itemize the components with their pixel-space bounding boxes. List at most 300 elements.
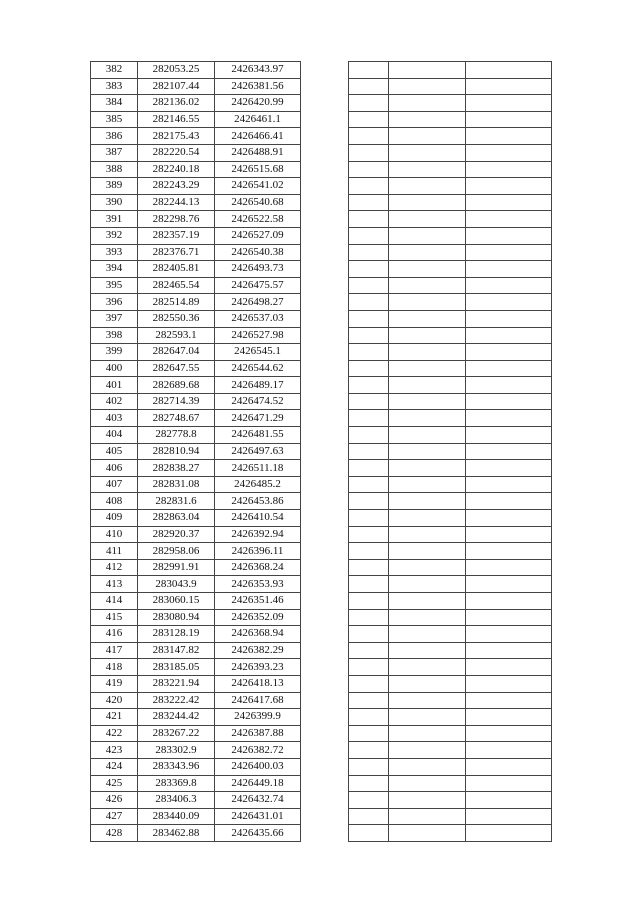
- x-coordinate-cell: 282863.04: [138, 510, 215, 527]
- table-row: [91, 792, 301, 809]
- table-row: [91, 526, 301, 543]
- empty-table-row: [349, 95, 552, 112]
- empty-cell: [466, 261, 552, 278]
- x-coordinate-cell: 283302.9: [138, 742, 215, 759]
- empty-cell: [466, 377, 552, 394]
- empty-cell: [389, 443, 466, 460]
- empty-cell: [466, 460, 552, 477]
- point-number-cell: 414: [91, 593, 138, 610]
- empty-table-row: [349, 327, 552, 344]
- x-coordinate-cell: 282240.18: [138, 161, 215, 178]
- empty-table-row: [349, 626, 552, 643]
- x-coordinate-cell: 282689.68: [138, 377, 215, 394]
- empty-cell: [349, 261, 389, 278]
- y-coordinate-cell: 2426368.94: [215, 626, 301, 643]
- empty-cell: [389, 178, 466, 195]
- empty-cell: [349, 526, 389, 543]
- empty-table-row: [349, 725, 552, 742]
- point-number-cell: 403: [91, 410, 138, 427]
- empty-cell: [349, 344, 389, 361]
- empty-cell: [466, 62, 552, 79]
- empty-cell: [466, 393, 552, 410]
- table-row: [91, 95, 301, 112]
- empty-table-row: [349, 62, 552, 79]
- x-coordinate-cell: 283244.42: [138, 709, 215, 726]
- x-coordinate-cell: 282175.43: [138, 128, 215, 145]
- x-coordinate-cell: 283060.15: [138, 593, 215, 610]
- empty-table-row: [349, 609, 552, 626]
- table-row: [91, 161, 301, 178]
- point-number-cell: 415: [91, 609, 138, 626]
- x-coordinate-cell: 282810.94: [138, 443, 215, 460]
- table-row: [91, 543, 301, 560]
- x-coordinate-cell: 283406.3: [138, 792, 215, 809]
- point-number-cell: 424: [91, 758, 138, 775]
- empty-cell: [389, 559, 466, 576]
- point-number-cell: 383: [91, 78, 138, 95]
- empty-cell: [466, 758, 552, 775]
- empty-cell: [389, 244, 466, 261]
- empty-cell: [389, 593, 466, 610]
- empty-cell: [466, 128, 552, 145]
- empty-table-row: [349, 476, 552, 493]
- x-coordinate-cell: 283440.09: [138, 808, 215, 825]
- empty-cell: [389, 427, 466, 444]
- empty-cell: [349, 709, 389, 726]
- empty-table-row: [349, 360, 552, 377]
- table-row: [91, 393, 301, 410]
- coordinate-table: [90, 61, 301, 842]
- point-number-cell: 400: [91, 360, 138, 377]
- y-coordinate-cell: 2426485.2: [215, 476, 301, 493]
- empty-cell: [389, 808, 466, 825]
- table-row: [91, 294, 301, 311]
- empty-table-row: [349, 576, 552, 593]
- y-coordinate-cell: 2426368.24: [215, 559, 301, 576]
- empty-cell: [389, 95, 466, 112]
- empty-cell: [466, 227, 552, 244]
- empty-cell: [466, 427, 552, 444]
- y-coordinate-cell: 2426417.68: [215, 692, 301, 709]
- x-coordinate-cell: 282778.8: [138, 427, 215, 444]
- point-number-cell: 420: [91, 692, 138, 709]
- y-coordinate-cell: 2426466.41: [215, 128, 301, 145]
- empty-table-row: [349, 393, 552, 410]
- empty-cell: [466, 742, 552, 759]
- empty-table-row: [349, 543, 552, 560]
- empty-cell: [349, 725, 389, 742]
- table-row: [91, 510, 301, 527]
- empty-cell: [349, 510, 389, 527]
- x-coordinate-cell: 283128.19: [138, 626, 215, 643]
- point-number-cell: 411: [91, 543, 138, 560]
- empty-cell: [389, 211, 466, 228]
- empty-cell: [349, 792, 389, 809]
- x-coordinate-cell: 282991.91: [138, 559, 215, 576]
- x-coordinate-cell: 283369.8: [138, 775, 215, 792]
- empty-table-row: [349, 344, 552, 361]
- table-row: [91, 62, 301, 79]
- empty-cell: [389, 310, 466, 327]
- x-coordinate-cell: 282243.29: [138, 178, 215, 195]
- point-number-cell: 416: [91, 626, 138, 643]
- x-coordinate-cell: 283080.94: [138, 609, 215, 626]
- empty-cell: [466, 95, 552, 112]
- empty-cell: [466, 543, 552, 560]
- empty-cell: [389, 393, 466, 410]
- y-coordinate-cell: 2426420.99: [215, 95, 301, 112]
- empty-cell: [389, 659, 466, 676]
- x-coordinate-cell: 282838.27: [138, 460, 215, 477]
- y-coordinate-cell: 2426489.17: [215, 377, 301, 394]
- empty-table-row: [349, 227, 552, 244]
- y-coordinate-cell: 2426432.74: [215, 792, 301, 809]
- empty-cell: [389, 642, 466, 659]
- empty-cell: [349, 78, 389, 95]
- point-number-cell: 422: [91, 725, 138, 742]
- table-row: [91, 227, 301, 244]
- empty-cell: [349, 111, 389, 128]
- y-coordinate-cell: 2426522.58: [215, 211, 301, 228]
- empty-cell: [389, 327, 466, 344]
- y-coordinate-cell: 2426449.18: [215, 775, 301, 792]
- empty-cell: [389, 709, 466, 726]
- table-row: [91, 111, 301, 128]
- y-coordinate-cell: 2426537.03: [215, 310, 301, 327]
- empty-cell: [349, 393, 389, 410]
- table-row: [91, 128, 301, 145]
- empty-table-row: [349, 261, 552, 278]
- table-row: [91, 476, 301, 493]
- point-number-cell: 409: [91, 510, 138, 527]
- empty-cell: [466, 576, 552, 593]
- empty-cell: [349, 692, 389, 709]
- point-number-cell: 419: [91, 675, 138, 692]
- empty-cell: [349, 327, 389, 344]
- empty-table-row: [349, 294, 552, 311]
- empty-cell: [349, 410, 389, 427]
- x-coordinate-cell: 282593.1: [138, 327, 215, 344]
- empty-cell: [466, 659, 552, 676]
- empty-cell: [466, 194, 552, 211]
- point-number-cell: 384: [91, 95, 138, 112]
- empty-cell: [349, 144, 389, 161]
- point-number-cell: 393: [91, 244, 138, 261]
- table-row: [91, 692, 301, 709]
- empty-cell: [389, 128, 466, 145]
- x-coordinate-cell: 282647.04: [138, 344, 215, 361]
- table-row: [91, 593, 301, 610]
- y-coordinate-cell: 2426431.01: [215, 808, 301, 825]
- x-coordinate-cell: 282550.36: [138, 310, 215, 327]
- empty-table-row: [349, 792, 552, 809]
- table-row: [91, 460, 301, 477]
- point-number-cell: 388: [91, 161, 138, 178]
- y-coordinate-cell: 2426541.02: [215, 178, 301, 195]
- table-row: [91, 559, 301, 576]
- empty-cell: [349, 227, 389, 244]
- empty-table-row: [349, 111, 552, 128]
- x-coordinate-cell: 282465.54: [138, 277, 215, 294]
- empty-cell: [466, 808, 552, 825]
- x-coordinate-cell: 282714.39: [138, 393, 215, 410]
- empty-cell: [389, 227, 466, 244]
- empty-cell: [389, 360, 466, 377]
- point-number-cell: 427: [91, 808, 138, 825]
- empty-cell: [349, 427, 389, 444]
- empty-table-row: [349, 211, 552, 228]
- empty-cell: [389, 758, 466, 775]
- empty-cell: [349, 360, 389, 377]
- empty-cell: [389, 775, 466, 792]
- empty-table-row: [349, 758, 552, 775]
- table-row: [91, 261, 301, 278]
- table-row: [91, 410, 301, 427]
- empty-cell: [349, 294, 389, 311]
- table-row: [91, 277, 301, 294]
- empty-cell: [389, 261, 466, 278]
- point-number-cell: 389: [91, 178, 138, 195]
- empty-cell: [466, 725, 552, 742]
- y-coordinate-cell: 2426353.93: [215, 576, 301, 593]
- y-coordinate-cell: 2426418.13: [215, 675, 301, 692]
- empty-cell: [349, 178, 389, 195]
- empty-cell: [466, 510, 552, 527]
- table-row: [91, 609, 301, 626]
- empty-cell: [466, 178, 552, 195]
- table-row: [91, 642, 301, 659]
- table-row: [91, 758, 301, 775]
- empty-cell: [389, 62, 466, 79]
- table-row: [91, 194, 301, 211]
- y-coordinate-cell: 2426540.68: [215, 194, 301, 211]
- empty-cell: [389, 543, 466, 560]
- empty-cell: [349, 576, 389, 593]
- point-number-cell: 406: [91, 460, 138, 477]
- y-coordinate-cell: 2426471.29: [215, 410, 301, 427]
- empty-cell: [466, 344, 552, 361]
- empty-cell: [466, 792, 552, 809]
- y-coordinate-cell: 2426381.56: [215, 78, 301, 95]
- x-coordinate-cell: 283267.22: [138, 725, 215, 742]
- empty-cell: [349, 559, 389, 576]
- empty-cell: [466, 775, 552, 792]
- table-row: [91, 493, 301, 510]
- x-coordinate-cell: 282107.44: [138, 78, 215, 95]
- empty-cell: [349, 609, 389, 626]
- x-coordinate-cell: 282748.67: [138, 410, 215, 427]
- point-number-cell: 382: [91, 62, 138, 79]
- empty-cell: [466, 593, 552, 610]
- empty-cell: [466, 559, 552, 576]
- table-row: [91, 808, 301, 825]
- empty-cell: [349, 310, 389, 327]
- empty-table-row: [349, 825, 552, 842]
- table-row: [91, 211, 301, 228]
- point-number-cell: 421: [91, 709, 138, 726]
- point-number-cell: 397: [91, 310, 138, 327]
- empty-cell: [349, 543, 389, 560]
- empty-cell: [389, 277, 466, 294]
- x-coordinate-cell: 282053.25: [138, 62, 215, 79]
- table-row: [91, 310, 301, 327]
- y-coordinate-cell: 2426343.97: [215, 62, 301, 79]
- empty-cell: [349, 460, 389, 477]
- empty-cell: [349, 675, 389, 692]
- empty-cell: [466, 78, 552, 95]
- empty-table-row: [349, 742, 552, 759]
- table-row: [91, 659, 301, 676]
- empty-cell: [466, 410, 552, 427]
- empty-table-row: [349, 443, 552, 460]
- y-coordinate-cell: 2426399.9: [215, 709, 301, 726]
- x-coordinate-cell: 283462.88: [138, 825, 215, 842]
- y-coordinate-cell: 2426497.63: [215, 443, 301, 460]
- point-number-cell: 423: [91, 742, 138, 759]
- empty-table-row: [349, 808, 552, 825]
- empty-table-row: [349, 709, 552, 726]
- y-coordinate-cell: 2426461.1: [215, 111, 301, 128]
- y-coordinate-cell: 2426435.66: [215, 825, 301, 842]
- empty-cell: [466, 294, 552, 311]
- x-coordinate-cell: 283147.82: [138, 642, 215, 659]
- point-number-cell: 387: [91, 144, 138, 161]
- y-coordinate-cell: 2426382.72: [215, 742, 301, 759]
- point-number-cell: 390: [91, 194, 138, 211]
- point-number-cell: 396: [91, 294, 138, 311]
- empty-table-row: [349, 194, 552, 211]
- empty-cell: [466, 111, 552, 128]
- empty-cell: [349, 194, 389, 211]
- empty-cell: [466, 825, 552, 842]
- empty-table-row: [349, 161, 552, 178]
- x-coordinate-cell: 282831.6: [138, 493, 215, 510]
- point-number-cell: 417: [91, 642, 138, 659]
- empty-cell: [389, 294, 466, 311]
- empty-cell: [349, 377, 389, 394]
- empty-cell: [389, 692, 466, 709]
- empty-table-row: [349, 460, 552, 477]
- empty-cell: [389, 626, 466, 643]
- empty-cell: [389, 493, 466, 510]
- empty-cell: [466, 692, 552, 709]
- y-coordinate-cell: 2426544.62: [215, 360, 301, 377]
- empty-cell: [466, 443, 552, 460]
- x-coordinate-cell: 282376.71: [138, 244, 215, 261]
- empty-cell: [466, 244, 552, 261]
- x-coordinate-cell: 283343.96: [138, 758, 215, 775]
- empty-cell: [389, 725, 466, 742]
- empty-cell: [389, 675, 466, 692]
- empty-cell: [466, 709, 552, 726]
- empty-table-row: [349, 427, 552, 444]
- x-coordinate-cell: 282514.89: [138, 294, 215, 311]
- table-row: [91, 427, 301, 444]
- point-number-cell: 398: [91, 327, 138, 344]
- x-coordinate-cell: 283043.9: [138, 576, 215, 593]
- y-coordinate-cell: 2426493.73: [215, 261, 301, 278]
- empty-table-row: [349, 775, 552, 792]
- empty-cell: [349, 593, 389, 610]
- empty-cell: [466, 277, 552, 294]
- y-coordinate-cell: 2426527.98: [215, 327, 301, 344]
- empty-table-row: [349, 659, 552, 676]
- table-row: [91, 775, 301, 792]
- empty-cell: [389, 78, 466, 95]
- y-coordinate-cell: 2426540.38: [215, 244, 301, 261]
- point-number-cell: 386: [91, 128, 138, 145]
- empty-cell: [349, 62, 389, 79]
- empty-cell: [389, 344, 466, 361]
- table-row: [91, 244, 301, 261]
- table-row: [91, 178, 301, 195]
- empty-cell: [389, 144, 466, 161]
- empty-table-row: [349, 593, 552, 610]
- table-row: [91, 327, 301, 344]
- x-coordinate-cell: 282405.81: [138, 261, 215, 278]
- point-number-cell: 410: [91, 526, 138, 543]
- empty-cell: [389, 742, 466, 759]
- point-number-cell: 391: [91, 211, 138, 228]
- y-coordinate-cell: 2426400.03: [215, 758, 301, 775]
- point-number-cell: 426: [91, 792, 138, 809]
- empty-table-row: [349, 277, 552, 294]
- point-number-cell: 413: [91, 576, 138, 593]
- empty-table-row: [349, 178, 552, 195]
- point-number-cell: 407: [91, 476, 138, 493]
- x-coordinate-cell: 282647.55: [138, 360, 215, 377]
- empty-cell: [349, 493, 389, 510]
- x-coordinate-cell: 282920.37: [138, 526, 215, 543]
- x-coordinate-cell: 282958.06: [138, 543, 215, 560]
- empty-cell: [349, 95, 389, 112]
- y-coordinate-cell: 2426396.11: [215, 543, 301, 560]
- point-number-cell: 408: [91, 493, 138, 510]
- empty-cell: [389, 510, 466, 527]
- table-row: [91, 675, 301, 692]
- empty-cell: [466, 144, 552, 161]
- empty-table-row: [349, 310, 552, 327]
- empty-cell: [349, 244, 389, 261]
- y-coordinate-cell: 2426511.18: [215, 460, 301, 477]
- point-number-cell: 405: [91, 443, 138, 460]
- empty-table-row: [349, 526, 552, 543]
- empty-table-row: [349, 244, 552, 261]
- point-number-cell: 392: [91, 227, 138, 244]
- table-row: [91, 576, 301, 593]
- empty-cell: [349, 626, 389, 643]
- y-coordinate-cell: 2426410.54: [215, 510, 301, 527]
- empty-cell: [389, 792, 466, 809]
- table-row: [91, 825, 301, 842]
- table-row: [91, 626, 301, 643]
- x-coordinate-cell: 282298.76: [138, 211, 215, 228]
- x-coordinate-cell: 282831.08: [138, 476, 215, 493]
- empty-cell: [349, 742, 389, 759]
- point-number-cell: 401: [91, 377, 138, 394]
- y-coordinate-cell: 2426392.94: [215, 526, 301, 543]
- y-coordinate-cell: 2426488.91: [215, 144, 301, 161]
- table-row: [91, 78, 301, 95]
- empty-cell: [349, 775, 389, 792]
- y-coordinate-cell: 2426453.86: [215, 493, 301, 510]
- y-coordinate-cell: 2426351.46: [215, 593, 301, 610]
- x-coordinate-cell: 283222.42: [138, 692, 215, 709]
- empty-cell: [389, 825, 466, 842]
- empty-cell: [466, 626, 552, 643]
- empty-cell: [466, 360, 552, 377]
- empty-cell: [466, 161, 552, 178]
